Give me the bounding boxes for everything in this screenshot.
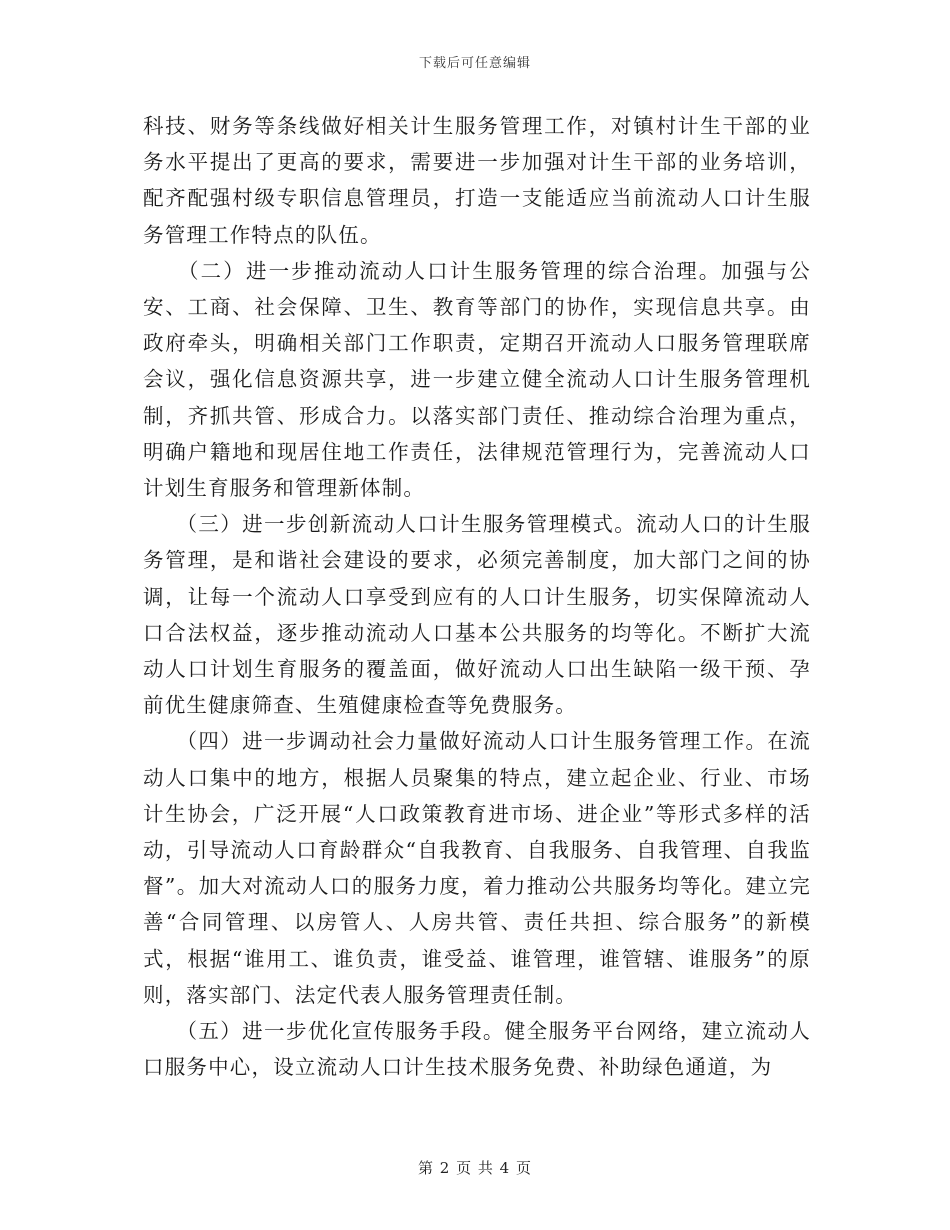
paragraph-2: （二）进一步推动流动人口计生服务管理的综合治理。加强与公安、工商、社会保障、卫生、教育等部门的协作，实现信息共享。由政府牵头，明确相关部门工作职责，定期召开流动人口服务管理联席会议，强化信息资源共享，进一步建立健全流动人口计生服务管理机制，齐抓共管、形成合力。以落实部门责任、推动综合治理为重点，明确户籍地和现居住地工作责任，法律规范管理行为，完善流动人口计划生育服务和管理新体制。: [143, 258, 811, 501]
paragraph-3: （三）进一步创新流动人口计生服务管理模式。流动人口的计生服务管理，是和谐社会建设的要求，必须完善制度，加大部门之间的协调，让每一个流动人口享受到应有的人口计生服务，切实保障流动人口合法权益，逐步推动流动人口基本公共服务的均等化。不断扩大流动人口计划生育服务的覆盖面，做好流动人口出生缺陷一级干预、孕前优生健康筛查、生殖健康检查等免费服务。: [143, 512, 811, 718]
page-header: 下载后可任意编辑: [418, 56, 531, 71]
document-body: [143, 108, 811, 1085]
paragraph-4: （四）进一步调动社会力量做好流动人口计生服务管理工作。在流动人口集中的地方，根据人员聚集的特点，建立起企业、行业、市场计生协会，广泛开展“人口政策教育进市场、进企业”等形式多样的活动，引导流动人口育龄群众“自我教育、自我服务、自我管理、自我监督”。加大对流动人口的服务力度，着力推动公共服务均等化。建立完善“合同管理、以房管人、人房共管、责任共担、综合服务”的新模式，根据“谁用工、谁负责，谁受益、谁管理，谁管辖、谁服务”的原则，落实部门、法定代表人服务管理责任制。: [143, 729, 811, 1007]
page-footer: 第 2 页 共 4 页: [418, 1159, 532, 1177]
paragraph-1: 科技、财务等条线做好相关计生服务管理工作，对镇村计生干部的业务水平提出了更高的要求，需要进一步加强对计生干部的业务培训，配齐配强村级专职信息管理员，打造一支能适应当前流动人口计生服务管理工作特点的队伍。: [143, 114, 811, 247]
paragraph-5: （五）进一步优化宣传服务手段。健全服务平台网络，建立流动人口服务中心，设立流动人口计生技术服务免费、补助绿色通道，为: [143, 1019, 811, 1080]
